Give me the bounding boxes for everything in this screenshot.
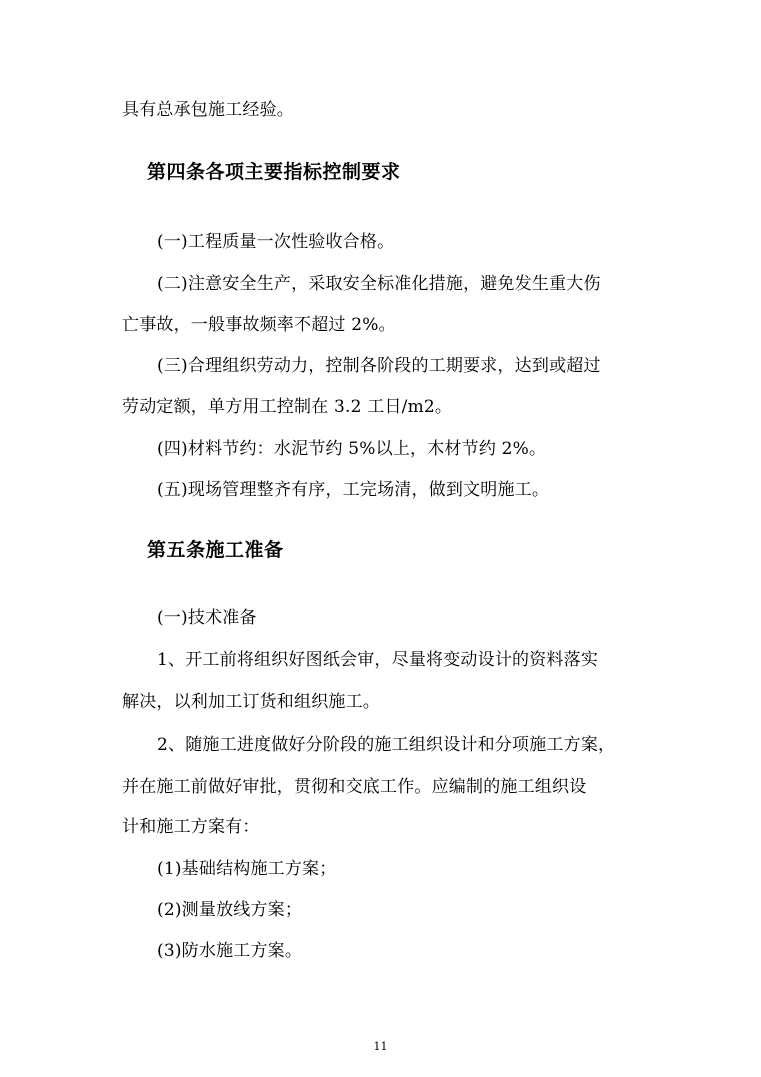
paragraph-line: 2、随施工进度做好分阶段的施工组织设计和分项施工方案， [157, 735, 616, 755]
section-heading-4: 第四条各项主要指标控制要求 [147, 161, 401, 183]
paragraph-line: 1、开工前将组织好图纸会审，尽量将变动设计的资料落实 [157, 650, 599, 670]
list-item: (1)基础结构施工方案； [157, 859, 337, 879]
paragraph-line: (三)合理组织劳动力，控制各阶段的工期要求，达到或超过 [157, 356, 601, 376]
section-heading-5: 第五条施工准备 [147, 539, 284, 561]
list-item: (3)防水施工方案。 [157, 941, 303, 961]
paragraph-line: 具有总承包施工经验。 [122, 100, 294, 120]
list-item: (2)测量放线方案； [157, 900, 303, 920]
page-number: 11 [373, 1040, 388, 1053]
paragraph-line: (二)注意安全生产，采取安全标准化措施，避免发生重大伤 [157, 274, 601, 294]
paragraph-line: 并在施工前做好审批，贯彻和交底工作。应编制的施工组织设 [122, 777, 587, 797]
paragraph-line: (五)现场管理整齐有序，工完场清，做到文明施工。 [157, 480, 550, 500]
paragraph-line: 劳动定额，单方用工控制在 3.2 工日/m2。 [122, 397, 453, 417]
paragraph-line: (一)工程质量一次性验收合格。 [157, 232, 395, 252]
paragraph-line: (四)材料节约：水泥节约 5%以上，木材节约 2%。 [157, 439, 547, 459]
paragraph-line: 计和施工方案有： [122, 817, 260, 837]
paragraph-line: 亡事故，一般事故频率不超过 2%。 [122, 315, 396, 335]
paragraph-line: (一)技术准备 [157, 608, 257, 628]
paragraph-line: 解决，以利加工订货和组织施工。 [122, 692, 380, 712]
